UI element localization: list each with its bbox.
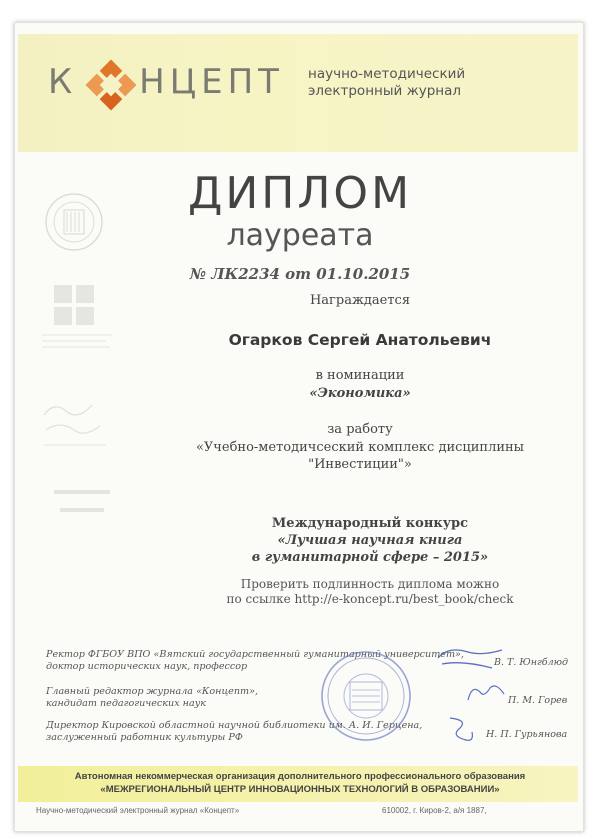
signatory-role-director: Директор Кировской областной научной библиотеки им. А. И. Герцена, заслуженный работник культуры РФ	[46, 720, 423, 743]
logo-letters-rest: НЦЕПТ	[139, 62, 284, 102]
footer-journal: Научно-методический электронный журнал «Концепт»	[36, 806, 240, 815]
journal-subtitle-line1: научно-методический	[308, 66, 466, 82]
signatory-role-rector: Ректор ФГБОУ ВПО «Вятский государственный гуманитарный университет», доктор исторических наук, профессор	[46, 649, 464, 672]
signature-director	[442, 712, 478, 746]
work-title-line1: «Учебно-методичсеский комплекс дисциплины	[195, 440, 525, 455]
awarded-label: Награждается	[309, 293, 411, 308]
verification-line1: Проверить подлинность диплома можно	[240, 577, 500, 591]
verification-line2: по ссылке http://e-koncept.ru/best_book/check	[226, 592, 514, 606]
journal-subtitle	[308, 66, 465, 100]
contest-name	[0, 515, 600, 566]
logo-letter-k: К	[48, 62, 78, 102]
contest-line3: в гуманитарной сфере – 2015»	[251, 550, 489, 565]
work-title-line2: "Инвестиции"»	[308, 457, 412, 472]
nomination-label: в номинации	[315, 368, 405, 383]
work-label: за работу	[327, 422, 393, 437]
logo-diamond-icon	[82, 56, 140, 114]
signatory-name-rector: В. Т. Юнгблюд	[494, 657, 569, 668]
nomination-value: «Экономика»	[309, 386, 411, 401]
signature-editor	[464, 682, 508, 706]
signatory-name-director: Н. П. Гурьянова	[486, 729, 568, 740]
awardee-name: Огарков Сергей Анатольевич	[228, 331, 492, 349]
diploma-number: № ЛК2234 от 01.10.2015	[189, 265, 411, 283]
journal-subtitle-line2: электронный журнал	[308, 83, 462, 99]
diploma-subtitle: лауреата	[226, 218, 374, 253]
verification-note	[0, 577, 600, 607]
footer-address: 610002, г. Киров-2, а/я 1887,	[382, 806, 487, 815]
contest-line1: Международный конкурс	[271, 516, 469, 531]
footer-org-line2: «МЕЖРЕГИОНАЛЬНЫЙ ЦЕНТР ИННОВАЦИОННЫХ ТЕХНОЛОГИЙ В ОБРАЗОВАНИИ»	[100, 784, 500, 795]
signatory-name-editor: П. М. Горев	[508, 695, 568, 706]
footer-org-line1: Автономная некоммерческая организация дополнительного профессионального образования	[74, 771, 526, 782]
diploma-title: ДИПЛОМ	[187, 168, 413, 219]
signatory-role-editor: Главный редактор журнала «Концепт», кандидат педагогических наук	[46, 686, 259, 709]
signature-rector	[432, 644, 506, 672]
contest-line2: «Лучшая научная книга	[277, 533, 463, 548]
official-stamp	[318, 648, 414, 744]
